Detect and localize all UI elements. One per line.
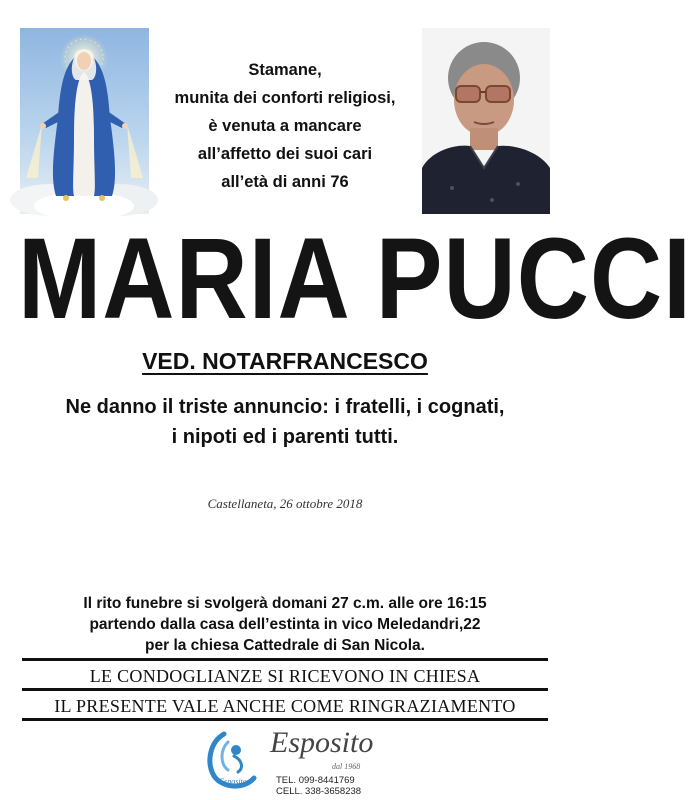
widow-of-text: VED. NOTARFRANCESCO [142,348,428,374]
intro-line: all’età di anni 76 [221,173,349,191]
intro-text [150,56,420,196]
funeral-line: per la chiesa Cattedrale di San Nicola. [145,637,425,654]
agency-since: dal 1968 [332,762,361,771]
divider-rule [22,688,548,691]
intro-line: è venuta a mancare [208,117,362,135]
madonna-image [20,28,149,214]
announcement [10,392,560,452]
announcement-line: Ne danno il triste annuncio: i fratelli, i cognati, [65,396,505,418]
funeral-line: Il rito funebre si svolgerà domani 27 c.m. alle ore 16:15 [83,595,487,612]
funeral-details [10,593,560,656]
intro-line: all’affetto dei suoi cari [197,145,373,163]
agency-mobile: CELL. 338-3658238 [276,786,362,797]
agency-contacts [276,775,361,797]
divider-rule [22,658,548,661]
agency-logo-icon [204,728,262,790]
thanks-banner: IL PRESENTE VALE ANCHE COME RINGRAZIAMENTO [54,696,516,716]
divider-rule [22,718,548,721]
funeral-line: partendo dalla casa dell’estinta in vico Meledandri,22 [89,616,481,633]
intro-line: Stamane, [248,61,322,79]
logo-text: Esposito [219,777,247,786]
announcement-line: i nipoti ed i parenti tutti. [171,426,399,448]
condolences-banner: LE CONDOGLIANZE SI RICEVONO IN CHIESA [89,666,481,686]
agency-name: Esposito [270,726,374,759]
place-date: Castellaneta, 26 ottobre 2018 [207,496,363,511]
agency-phone: TEL. 099-8441769 [276,775,355,786]
deceased-portrait [422,28,550,214]
deceased-name: MARIA PUCCI [18,214,692,344]
widow-of [0,346,570,376]
intro-line: munita dei conforti religiosi, [174,89,396,107]
